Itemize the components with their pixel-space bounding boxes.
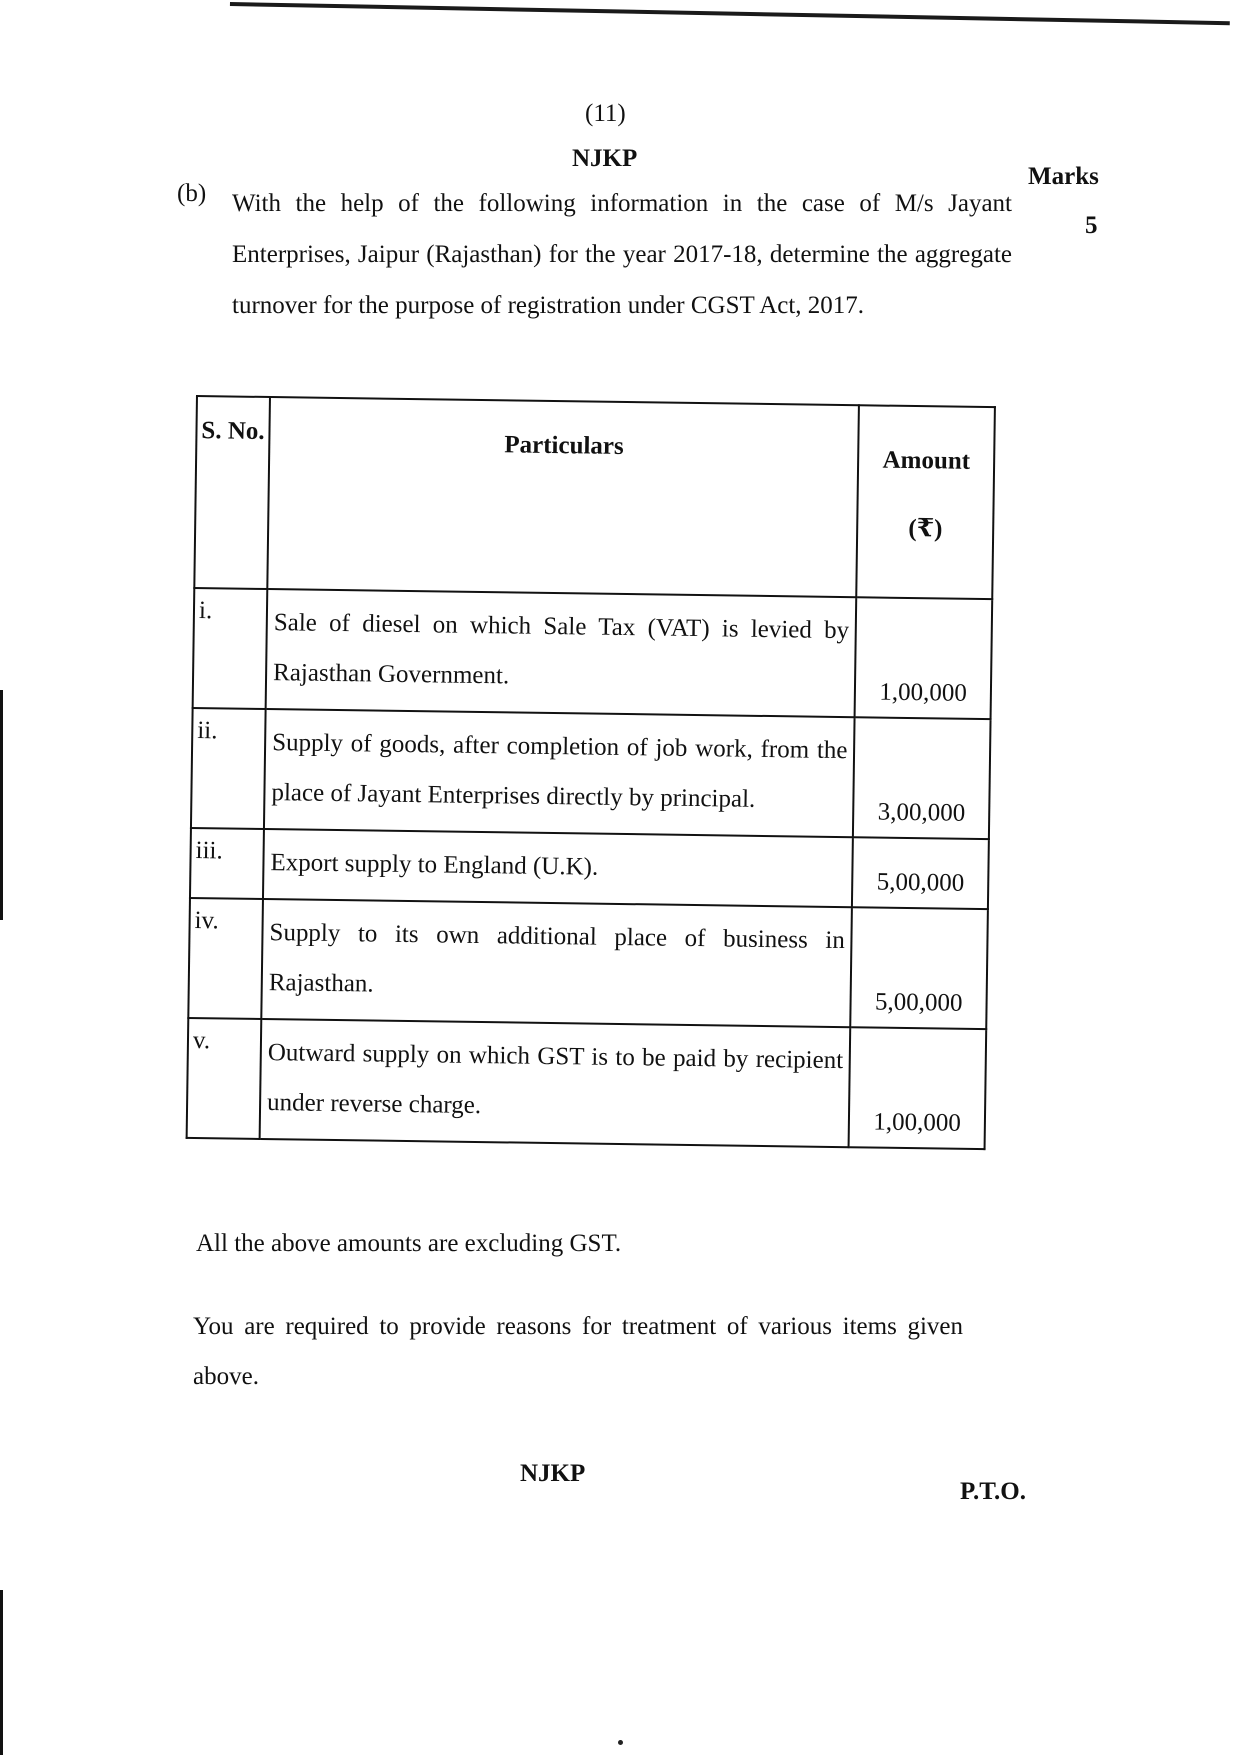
left-scan-mark [0,1590,3,1755]
left-scan-mark [0,690,3,920]
paper-code-top: NJKP [572,145,638,172]
row-amount: 5,00,000 [851,907,988,1029]
header-particulars: Particulars [267,397,859,597]
row-sno: i. [193,588,268,709]
header-amount [857,405,995,599]
row-amount: 1,00,000 [855,597,992,719]
question-text: With the help of the following information in the case of M/s Jayant Enterprises, Jaipur (Rajasthan) for the year 2017-18, determine the aggregate turnover for the purpose of registration under CGST Act, 2017. [232,190,1012,319]
row-amount: 3,00,000 [853,717,990,839]
table-row [193,588,993,719]
scan-dot [618,1740,623,1745]
pto-label: P.T.O. [960,1478,1026,1505]
table-header-row [194,396,995,599]
row-particulars: Sale of diesel on which Sale Tax (VAT) is levied by Rajasthan Government. [266,589,857,717]
question-label: (b) [177,180,207,207]
row-particulars: Supply of goods, after completion of job work, from the place of Jayant Enterprises directly by principal. [264,709,855,837]
row-particulars: Outward supply on which GST is to be paid by recipient under reverse charge. [260,1019,851,1147]
row-amount: 5,00,000 [852,837,989,909]
row-particulars: Supply to its own additional place of business in Rajasthan. [261,899,852,1027]
table-row [187,1018,987,1149]
turnover-table [186,395,996,1150]
row-sno: iii. [190,828,264,899]
marks-value: 5 [1085,212,1098,239]
page-number: (11) [585,100,626,127]
marks-label: Marks [1028,163,1099,190]
row-amount: 1,00,000 [849,1027,986,1149]
header-sno: S. No. [194,396,270,589]
table-row [191,708,991,839]
row-sno: iv. [188,898,263,1019]
paper-code-bottom: NJKP [520,1460,586,1487]
row-particulars: Export supply to England (U.K). [263,829,853,907]
amount-note: All the above amounts are excluding GST. [196,1230,622,1257]
row-sno: v. [187,1018,262,1139]
row-sno: ii. [191,708,266,829]
table-row [190,828,989,909]
table-row [188,898,988,1029]
top-scan-rule [230,2,1230,25]
instruction-text: You are required to provide reasons for treatment of various items given above. [193,1313,963,1390]
header-currency: (₹) [908,514,943,543]
header-amount-label: Amount [882,446,971,475]
